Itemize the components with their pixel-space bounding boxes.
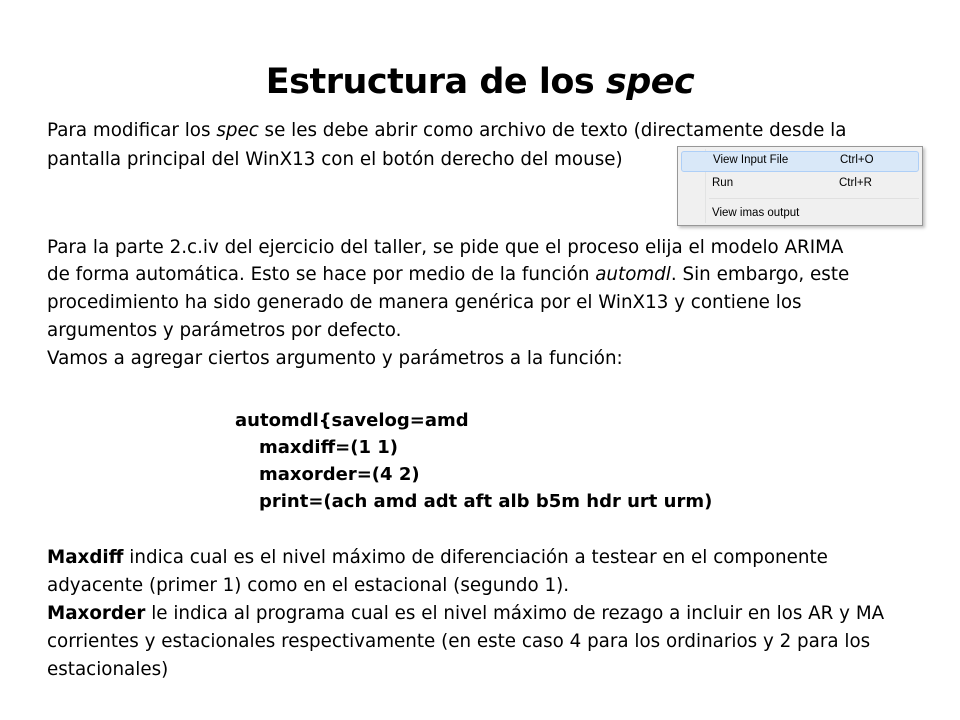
para2-line-2 [47,261,849,288]
menu-item-shortcut: Ctrl+O [840,154,874,166]
intro-line-2: pantalla principal del WinX13 con el botón derecho del mouse) [47,149,623,170]
menu-item-label: Run [712,177,734,189]
para2-text: de forma automática. Esto se hace por medio de la función [47,264,596,285]
intro-italic-spec: spec [216,120,259,141]
intro-text-cont: se les debe abrir como archivo de texto (directamente desde la [258,120,847,141]
code-block [235,407,712,515]
menu-item-view-input-file[interactable] [681,151,919,172]
maxorder-text: le indica al programa cual es el nivel máximo de rezago a incluir en los AR y MA [145,603,885,624]
menu-item-label: View Input File [713,154,789,166]
code-line: automdl{savelog=amd [235,410,469,431]
maxdiff-line-1 [47,544,828,571]
code-line: maxorder=(4 2) [259,464,420,485]
menu-separator [709,198,919,199]
menu-item-label: View imas output [712,207,800,219]
para2-line-5: Vamos a agregar ciertos argumento y parámetros a la función: [47,348,623,369]
maxdiff-line-2: adyacente (primer 1) como en el estacional (segundo 1). [47,575,570,596]
intro-line-1 [47,117,846,144]
para2-line-4: argumentos y parámetros por defecto. [47,320,402,341]
title-text: Estructura de los [265,62,606,102]
para2-text-cont: . Sin embargo, este [670,264,850,285]
para2-line-1: Para la parte 2.c.iv del ejercicio del taller, se pide que el proceso elija el modelo ARIMA [47,237,844,258]
maxdiff-term: Maxdiff [47,547,124,568]
maxdiff-text: indica cual es el nivel máximo de diferenciación a testear en el componente [123,547,828,568]
intro-text: Para modificar los [47,120,217,141]
para2-italic-automdl: automdl [595,264,671,285]
slide-title [0,58,960,106]
menu-item-view-imas-output[interactable] [681,204,919,223]
maxorder-line-1 [47,600,884,627]
para2-line-3: procedimiento ha sido generado de manera genérica por el WinX13 y contiene los [47,292,802,313]
maxorder-line-3: estacionales) [47,659,169,680]
maxorder-line-2: corrientes y estacionales respectivamente (en este caso 4 para los ordinarios y 2 para los [47,631,871,652]
title-italic: spec [605,62,695,102]
menu-item-run[interactable] [681,174,919,193]
context-menu [677,146,923,226]
maxorder-term: Maxorder [47,603,146,624]
code-line: print=(ach amd adt aft alb b5m hdr urt urm) [259,491,713,512]
menu-item-shortcut: Ctrl+R [839,177,872,189]
code-line: maxdiff=(1 1) [259,437,398,458]
